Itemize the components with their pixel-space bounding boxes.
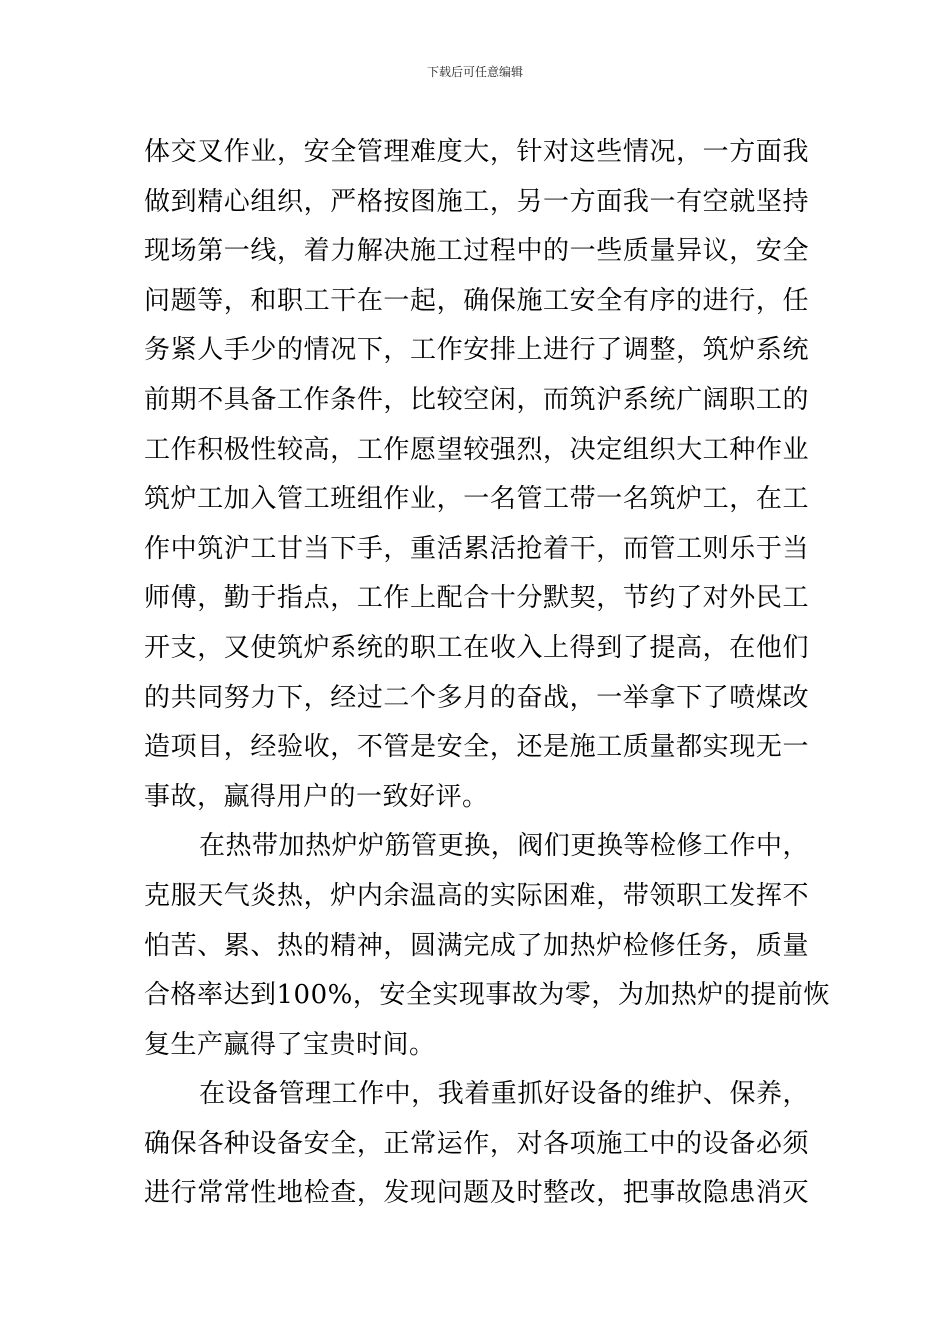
text-line: 作中筑沪工甘当下手，重活累活抢着干，而管工则乐于当 [144,533,809,564]
text-line: 筑炉工加入管工班组作业，一名管工带一名筑炉工，在工 [144,484,809,515]
paragraph-3 [144,1070,809,1219]
text-line: 怕苦、累、热的精神，圆满完成了加热炉检修任务，质量 [144,930,809,961]
text-line: 务紧人手少的情况下，工作安排上进行了调整，筑炉系统 [144,335,809,366]
text-line: 现场第一线，着力解决施工过程中的一些质量异议，安全 [144,236,809,267]
text-line: 造项目，经验收，不管是安全，还是施工质量都实现无一 [144,732,809,763]
text-line: 开支，又使筑炉系统的职工在收入上得到了提高，在他们 [144,632,809,663]
text-line: 事故，赢得用户的一致好评。 [144,781,489,812]
text-line: 的共同努力下，经过二个多月的奋战，一举拿下了喷煤改 [144,682,809,713]
text-line: 合格率达到100%，安全实现事故为零，为加热炉的提前恢 [144,980,830,1011]
text-line: 在设备管理工作中，我着重抓好设备的维护、保养， [199,1079,809,1110]
document-body [144,128,830,1219]
paragraph-1 [144,128,809,822]
text-line: 工作积极性较高，工作愿望较强烈，决定组织大工种作业 [144,434,809,465]
text-line: 前期不具备工作条件，比较空闲，而筑沪系统广阔职工的 [144,384,809,415]
text-line: 师傅，勤于指点，工作上配合十分默契，节约了对外民工 [144,583,809,614]
text-line: 做到精心组织，严格按图施工，另一方面我一有空就坚持 [144,186,809,217]
paragraph-2 [144,822,830,1070]
text-line: 进行常常性地检查，发现问题及时整改，把事故隐患消灭 [144,1178,809,1209]
page-header: 下载后可任意编辑 [426,65,523,79]
text-line: 问题等，和职工干在一起，确保施工安全有序的进行，任 [144,285,809,316]
text-line: 克服天气炎热，炉内余温高的实际困难，带领职工发挥不 [144,880,809,911]
text-line: 在热带加热炉炉筋管更换，阀们更换等检修工作中， [199,831,809,862]
text-line: 体交叉作业，安全管理难度大，针对这些情况，一方面我 [144,137,809,167]
text-line: 确保各种设备安全，正常运作，对各项施工中的设备必须 [144,1128,809,1159]
text-line: 复生产赢得了宝贵时间。 [144,1029,436,1060]
